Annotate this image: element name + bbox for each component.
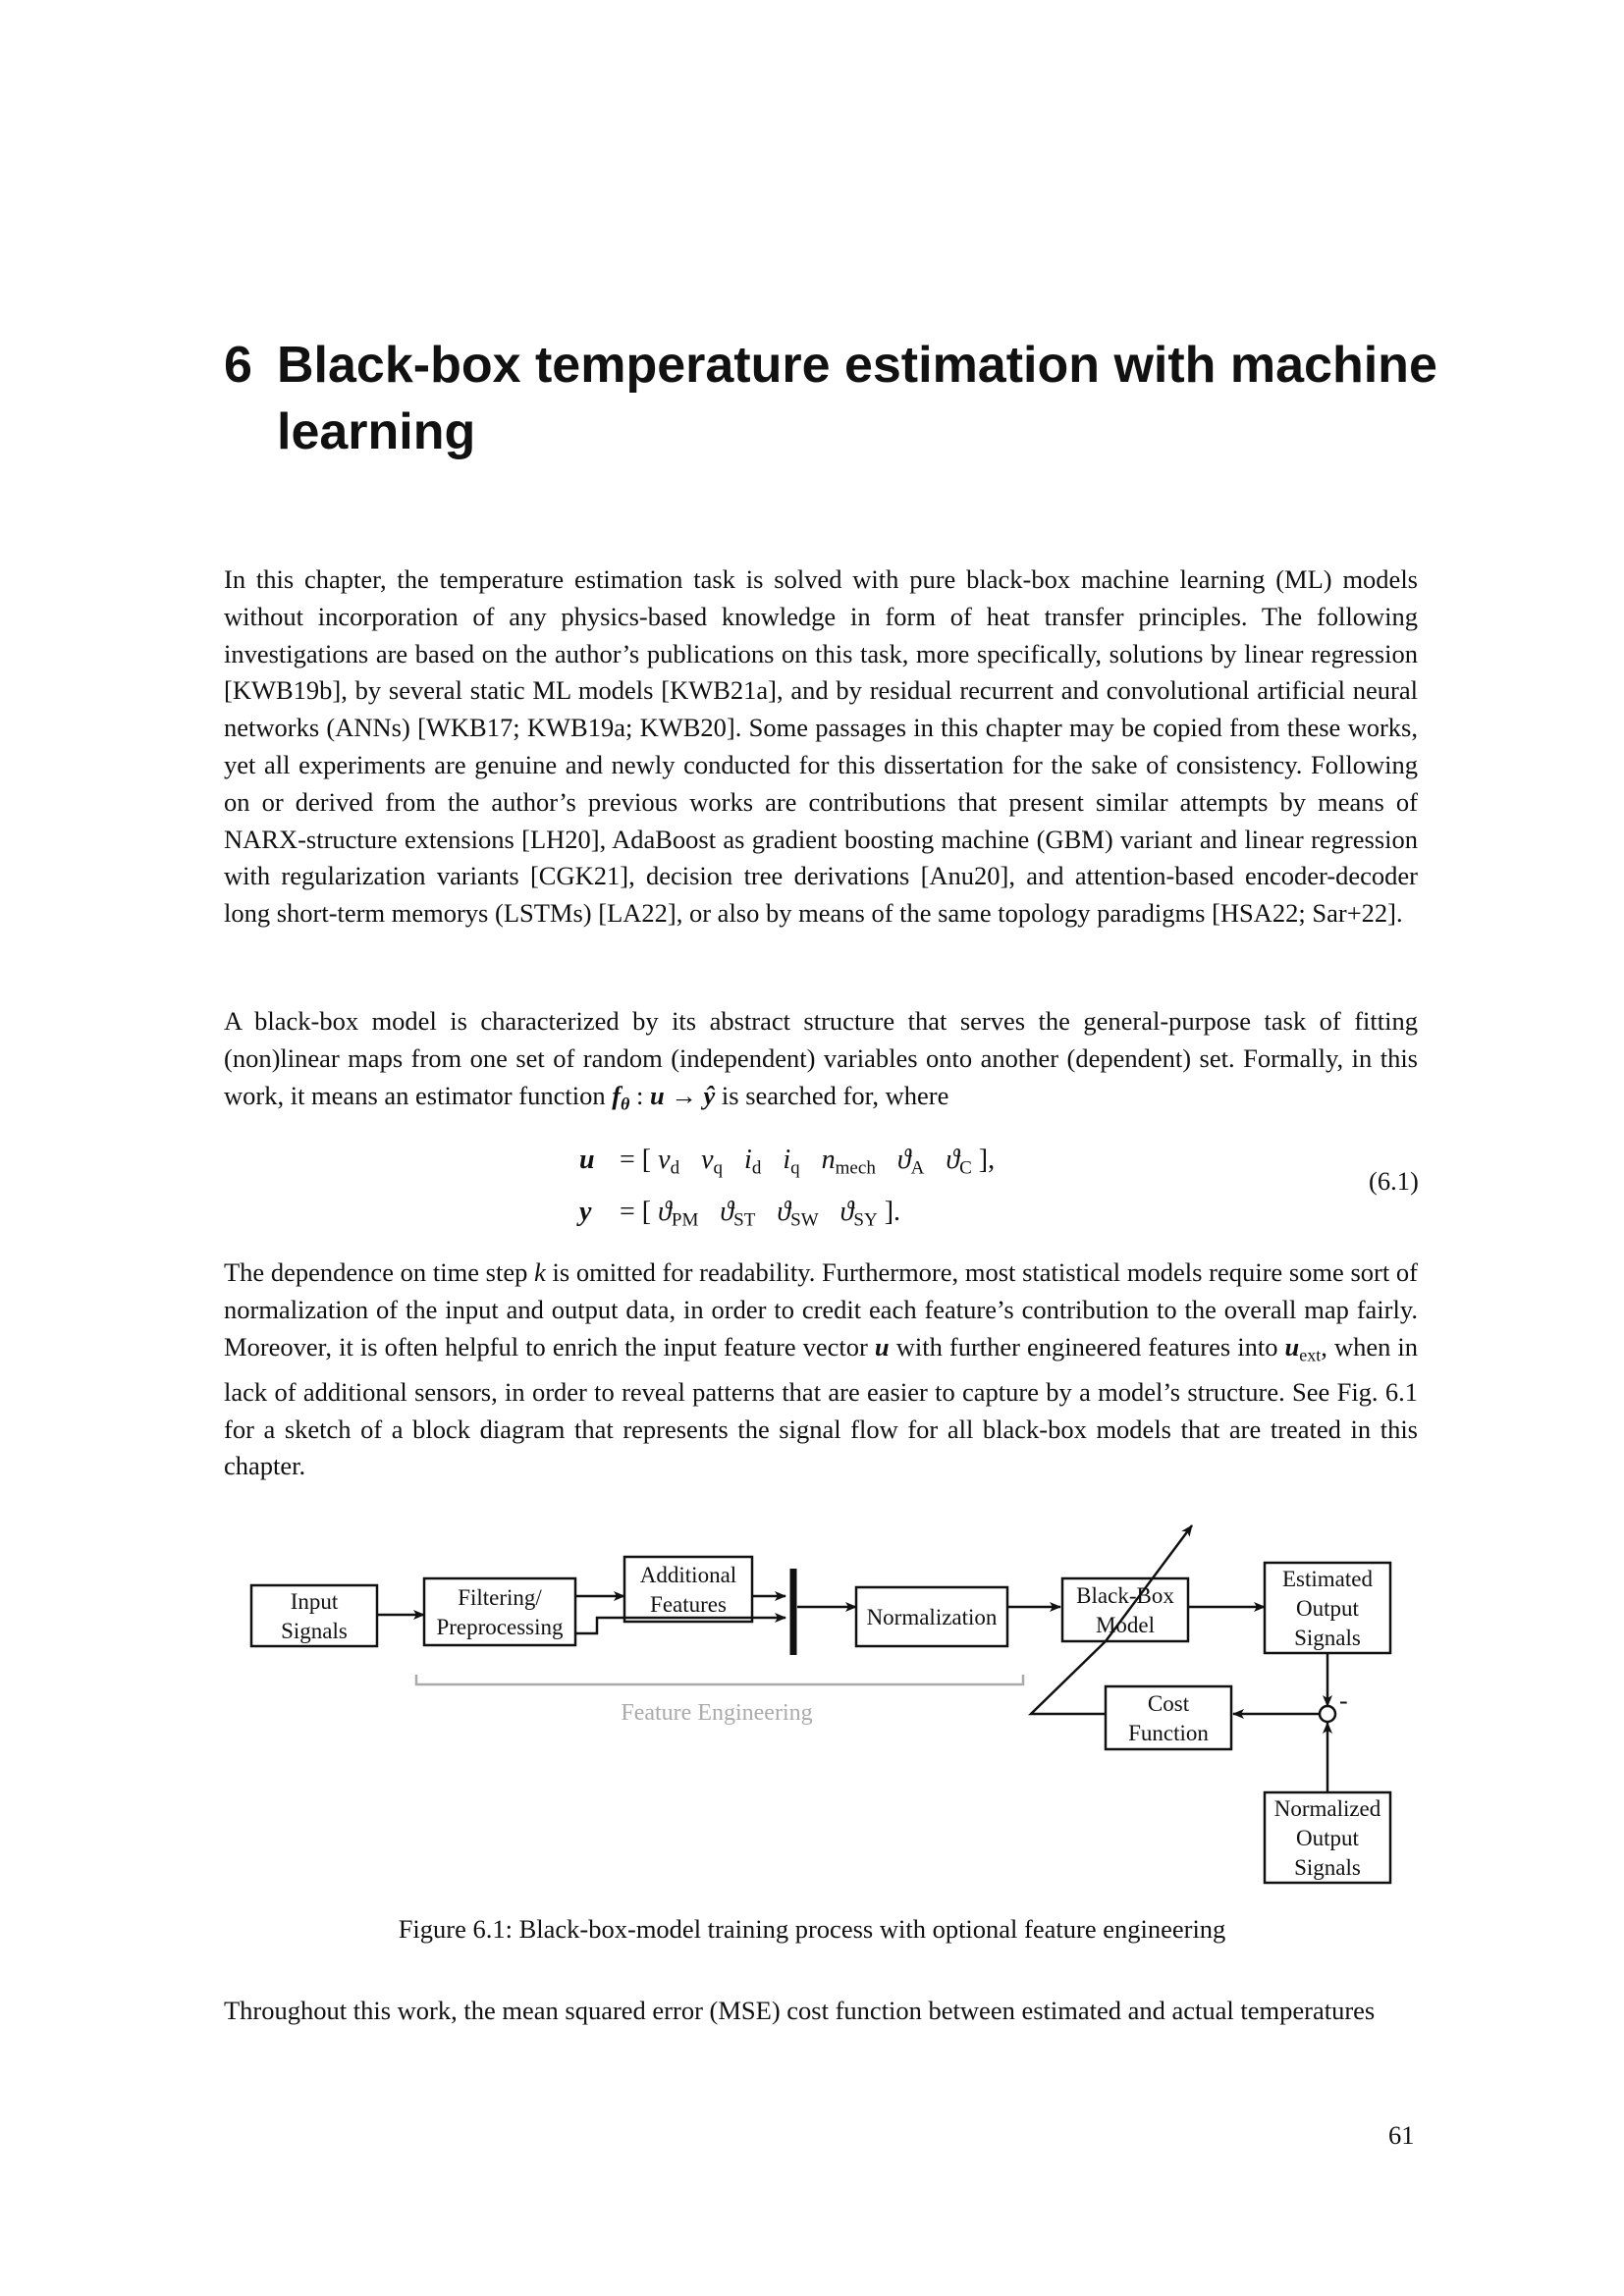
block-normalized-label: Signals: [1294, 1855, 1361, 1880]
feature-engineering-bracket: [416, 1675, 1023, 1684]
math-f-theta: $f_\theta$: [612, 1080, 630, 1113]
eq-term-u-d: $v_d$: [658, 1145, 680, 1179]
block-filtering-label: Filtering/: [458, 1585, 542, 1610]
math-arrow: →: [664, 1080, 704, 1110]
block-input-label: Signals: [281, 1619, 348, 1643]
eq-term-y-pm: $ϑ_{PM}$: [658, 1196, 699, 1231]
page-number: 61: [1388, 2120, 1415, 2150]
eq-term-y-st: $ϑ_{ST}$: [720, 1196, 756, 1231]
chapter-number: 6: [224, 337, 252, 394]
block-normalized-label: Normalized: [1273, 1796, 1381, 1821]
chapter-title: [224, 332, 1441, 465]
chapter-title-text: Black-box temperature estimation with machine learning: [277, 337, 1437, 460]
paragraph-mse: Throughout this work, the mean squared error (MSE) cost function between estimated and actual temperatures: [224, 1996, 1376, 2025]
equation-row-u: [579, 1139, 995, 1191]
eq-row1-terms: [658, 1145, 972, 1179]
equation-number: (6.1): [1369, 1166, 1419, 1196]
eq-term-u-mech: $n_{mech}$: [821, 1145, 876, 1179]
paragraph-intro: In this chapter, the temperature estimation task is solved with pure black-box machine learning (ML) models without incorporation of any physics-based knowledge in form of heat transfer principles. The following investigations are based on the author’s publications on this task, more specifically, solutions by linear regression [KWB19b], by several static ML models [KWB21a], and by residual recurrent and convolutional artificial neural networks (ANNs) [WKB17; KWB19a; KWB20]. Some passages in this chapter may be copied from these works, yet all experiments are genuine and newly conducted for this dissertation for the sake of consistency. Following on or derived from the author’s previous works are contributions that present similar attempts by means of NARX-structure extensions [LH20], AdaBoost as gradient boosting machine (GBM) variant and linear regression with regularization variants [CGK21], decision tree derivations [Anu20], and attention-based encoder-decoder long short-term memorys (LSTMs) [LA22], or also by means of the same topology paradigms [HSA22; Sar+22].: [224, 564, 1418, 929]
block-filtering: [424, 1578, 575, 1645]
summing-junction: [1320, 1706, 1335, 1722]
eq-term-u-c: $ϑ_C$: [946, 1145, 972, 1179]
eq-term-u-q: $i_q$: [783, 1145, 800, 1179]
block-normalized-label: Output: [1296, 1826, 1359, 1850]
block-normalization: [856, 1587, 1007, 1646]
math-k: k: [534, 1257, 546, 1287]
block-blackbox-label: Black-Box: [1076, 1583, 1174, 1608]
block-normalized: [1265, 1792, 1390, 1883]
eq-term-y-sw: $ϑ_{SW}$: [777, 1196, 819, 1231]
block-input-label: Input: [290, 1589, 339, 1614]
block-estimated-label: Estimated: [1282, 1567, 1373, 1591]
equation-row-y: [579, 1191, 995, 1243]
math-u: u: [650, 1080, 665, 1110]
paragraph-normalization: [224, 1255, 1418, 1485]
math-u-vector: u: [874, 1331, 890, 1362]
figure-caption: Figure 6.1: Black-box-model training process with optional feature engineering: [398, 1914, 1226, 1944]
eq-term-u-d: $i_d$: [744, 1145, 762, 1179]
math-y-hat: ŷ: [703, 1080, 716, 1110]
paragraph-black-box-definition: [224, 1003, 1418, 1123]
eq-term-u-q: $v_q$: [701, 1145, 724, 1179]
block-estimated-label: Signals: [1294, 1626, 1361, 1650]
block-additional: [624, 1557, 752, 1622]
eq-row2-terms: [658, 1196, 878, 1231]
block-cost-label: Cost: [1147, 1691, 1190, 1716]
equation-6-1: [579, 1139, 995, 1242]
block-diagram-figure: [236, 1512, 1414, 1904]
block-additional-label: Additional: [639, 1563, 737, 1587]
feature-engineering-label: Feature Engineering: [621, 1700, 813, 1726]
math-colon: :: [629, 1080, 651, 1110]
p3-text-a: The dependence on time step: [224, 1257, 528, 1287]
block-normalization-label: Normalization: [866, 1605, 998, 1629]
p3-text-d: , when in lack of additional sensors, in order to reveal patterns that are easier to capture by a model’s structure. See Fig. 6.1 for a sketch of a block diagram that represents the signal flow for all black-box models that are treated in this chapter.: [224, 1331, 1418, 1481]
block-cost-label: Function: [1128, 1721, 1209, 1745]
minus-sign: -: [1339, 1686, 1348, 1715]
math-u-ext: $u_{ext}$: [1284, 1331, 1322, 1364]
line-cost-feedback: [1031, 1641, 1106, 1714]
block-filtering-label: Preprocessing: [436, 1615, 564, 1639]
eq-lhs-y: y: [579, 1196, 592, 1227]
block-blackbox-label: Model: [1095, 1613, 1156, 1637]
block-estimated-label: Output: [1296, 1596, 1359, 1621]
eq-row2-end: ].: [884, 1196, 901, 1227]
block-cost: [1106, 1686, 1231, 1749]
eq-term-y-sy: $ϑ_{SY}$: [839, 1196, 878, 1231]
eq-lhs-u: u: [579, 1145, 595, 1175]
block-input: [251, 1585, 377, 1646]
block-additional-label: Features: [650, 1592, 727, 1617]
block-estimated: [1265, 1563, 1390, 1653]
block-blackbox: [1062, 1578, 1188, 1641]
eq-equals-1: = [: [620, 1145, 652, 1175]
p2-text-b: is searched for, where: [721, 1080, 949, 1110]
p3-text-c: with further engineered features into: [895, 1331, 1278, 1362]
p2-text-a: A black-box model is characterized by its abstract structure that serves the general-purpose task of fitting (non)linear maps from one set of random (independent) variables onto another (dependent) set. Formally, in this work, it means an estimator function: [224, 1006, 1418, 1110]
eq-equals-2: = [: [620, 1196, 652, 1227]
figure-connections: [377, 1525, 1335, 1792]
p3-text-b: is omitted for readability. Furthermore, most statistical models require some sort of normalization of the input and output data, in order to credit each feature’s contribution to the overall map fairly. Moreover, it is often helpful to enrich the input feature vector: [224, 1257, 1419, 1362]
eq-row1-end: ],: [978, 1145, 996, 1175]
eq-term-u-a: $ϑ_A$: [896, 1145, 925, 1179]
